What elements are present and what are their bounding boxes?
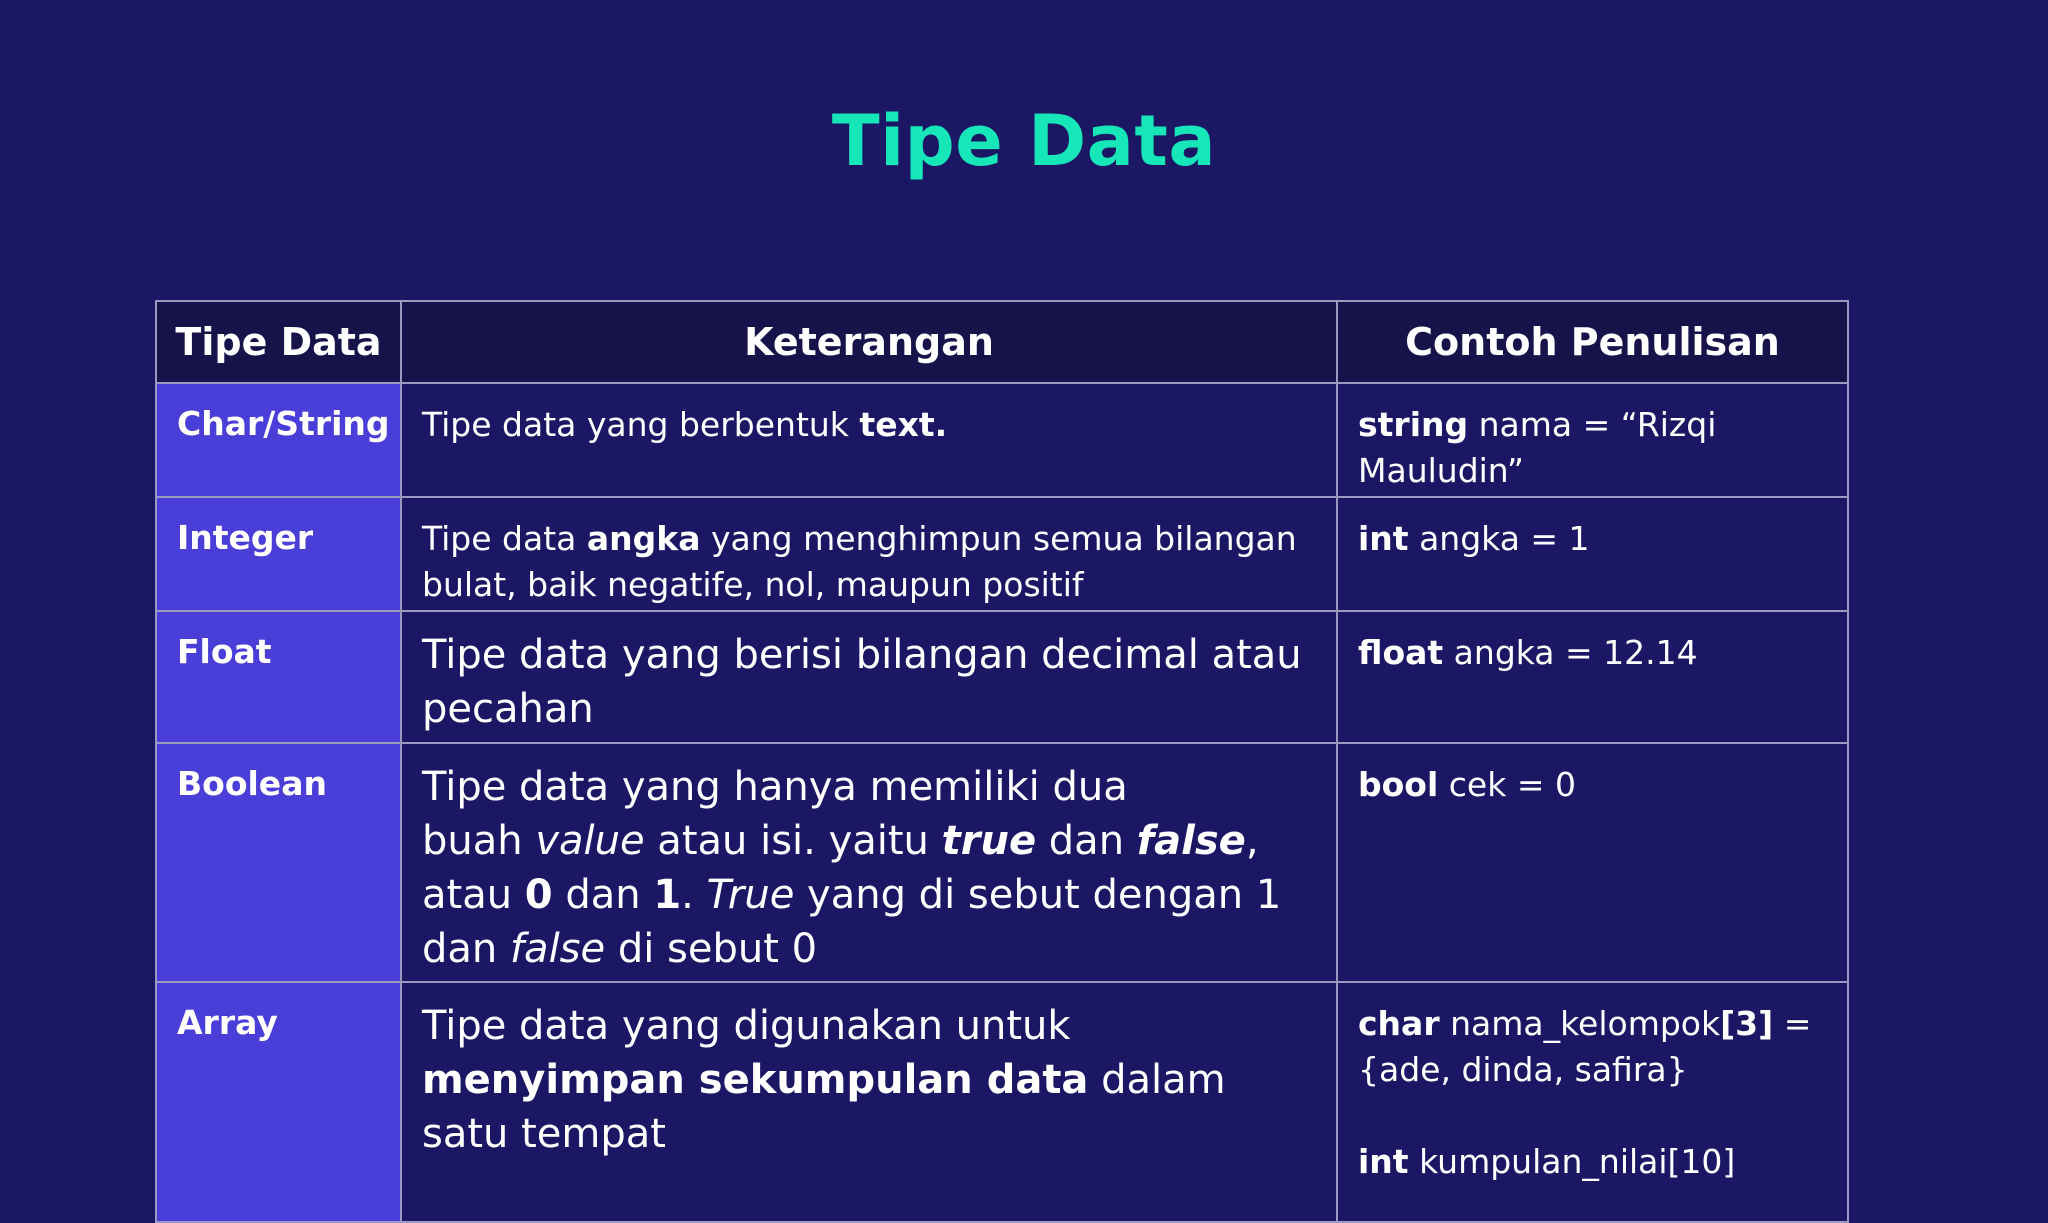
description-text: di sebut 0 [605,926,818,972]
type-name: Float [177,632,272,671]
description-italic: True [706,872,795,918]
example-code: nama = “Rizqi Mauludin” [1358,405,1717,490]
description-cell [401,743,1337,982]
description-emphasis: text. [859,405,948,444]
description-cell [401,383,1337,497]
description-text: buah [422,818,536,864]
description-text: Tipe data yang berisi bilangan decimal atau pecahan [422,632,1302,732]
example-code: nama_kelompok [1439,1004,1721,1043]
data-types-table [155,300,1849,1223]
description-text: Tipe data yang digunakan untuk [422,1003,1071,1049]
example-keyword: float [1358,633,1444,672]
description-text: , [1245,818,1259,864]
example-keyword: string [1358,405,1469,444]
description-italic: value [535,818,645,864]
type-name-cell [156,383,401,497]
slide-title: Tipe Data [831,100,1217,182]
type-name: Char/String [177,404,390,443]
description-text: yang menghimpun semua bilangan bulat, baik negatife, nol, maupun positif [422,519,1297,604]
header-keterangan: Keterangan [401,301,1337,383]
description-text: dan [422,926,510,972]
description-emphasis: angka [586,519,701,558]
example-code: angka = 12.14 [1443,633,1698,672]
description-text: yang di sebut dengan 1 [794,872,1282,918]
header-contoh-penulisan: Contoh Penulisan [1337,301,1848,383]
example-keyword: int [1358,1142,1409,1181]
type-name: Array [177,1003,278,1042]
table-row [156,497,1848,611]
type-name-cell [156,497,401,611]
example-code: cek = 0 [1438,765,1576,804]
example-code: angka = 1 [1408,519,1590,558]
description-zero: 0 [524,872,553,918]
table-row [156,611,1848,743]
header-tipe-data: Tipe Data [156,301,401,383]
description-keyword-false: false [1136,818,1246,864]
description-cell [401,982,1337,1222]
description-text: dan [552,872,654,918]
example-index: [3] [1720,1004,1774,1043]
description-text: dan [1036,818,1137,864]
type-name-cell [156,611,401,743]
example-cell [1337,611,1848,743]
description-one: 1 [653,872,682,918]
description-keyword-true: true [941,818,1037,864]
example-cell [1337,743,1848,982]
description-italic: false [509,926,606,972]
example-code: kumpulan_nilai[10] [1408,1142,1736,1181]
example-keyword: bool [1358,765,1439,804]
example-cell [1337,982,1848,1222]
description-text: Tipe data yang berbentuk [422,405,860,444]
description-text: dalam satu tempat [422,1057,1226,1157]
type-name: Integer [177,518,314,557]
example-keyword: char [1358,1004,1440,1043]
example-cell [1337,497,1848,611]
description-text: atau isi. yaitu [644,818,942,864]
example-cell [1337,383,1848,497]
description-cell [401,497,1337,611]
description-emphasis: menyimpan sekumpulan data [422,1057,1089,1103]
example-code: = {ade, dinda, safira} [1358,1004,1812,1089]
type-name-cell [156,743,401,982]
description-text: atau [422,872,525,918]
table-row [156,982,1848,1222]
description-text: . [681,872,707,918]
type-name-cell [156,982,401,1222]
table-header-row [156,301,1848,383]
table-row [156,743,1848,982]
type-name: Boolean [177,764,327,803]
description-cell [401,611,1337,743]
description-text: Tipe data [422,519,587,558]
example-keyword: int [1358,519,1409,558]
table-row [156,383,1848,497]
description-text: Tipe data yang hanya memiliki dua [422,764,1128,810]
